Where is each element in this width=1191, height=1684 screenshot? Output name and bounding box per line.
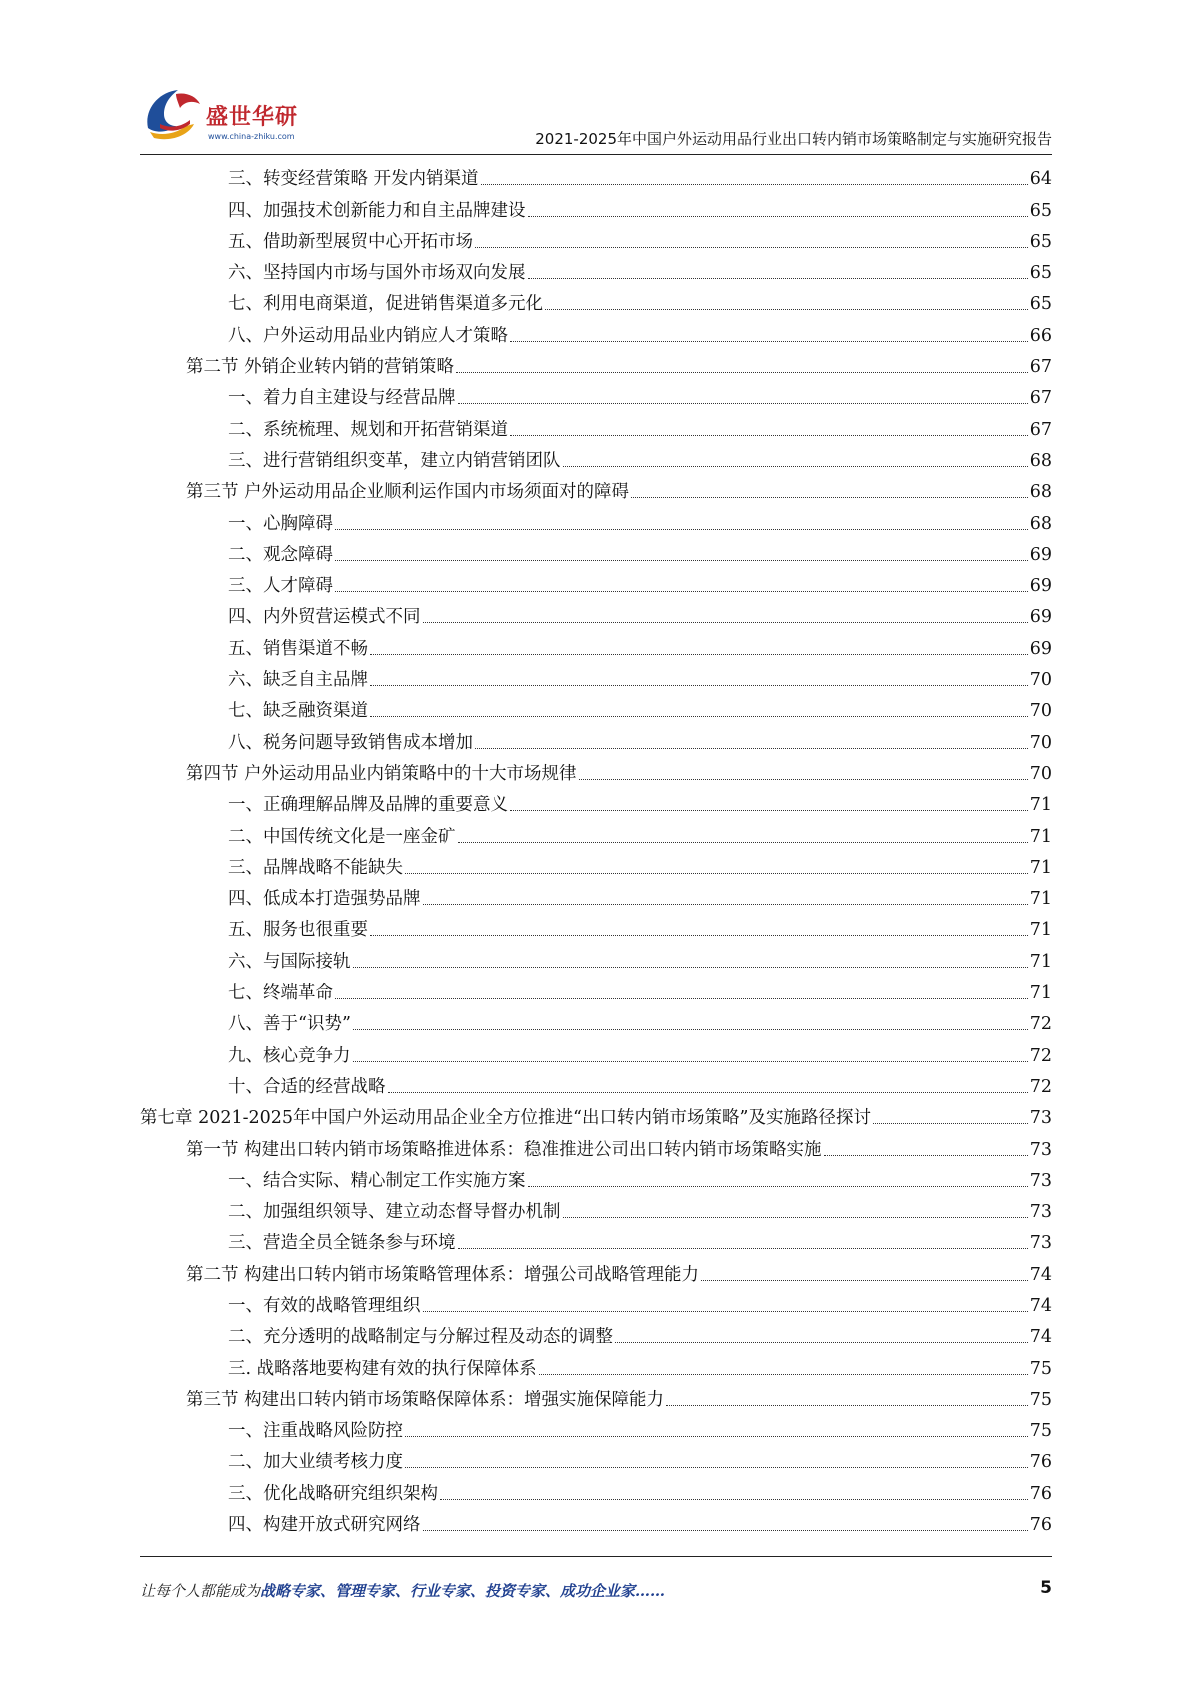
toc-entry-title: 二、充分透明的战略制定与分解过程及动态的调整 [228,1327,613,1348]
toc-entry-title: 第七章 2021-2025年中国户外运动用品企业全方位推进“出口转内销市场策略”及实施路径探讨 [140,1108,871,1129]
toc-entry-page: 74 [1029,1264,1052,1285]
toc-leader-dots [423,1311,1028,1312]
toc-leader-dots [475,748,1028,749]
toc-entry-page: 73 [1029,1202,1052,1223]
footer-slogan [140,1580,665,1601]
slogan-roles: 战略专家、管理专家、行业专家、投资专家、成功企业家…… [260,1582,666,1600]
toc-entry-page: 73 [1029,1233,1052,1254]
toc-entry-title: 二、观念障碍 [228,544,333,565]
toc-entry-title: 第四节 户外运动用品业内销策略中的十大市场规律 [186,763,577,784]
toc-entry[interactable] [140,1348,1052,1379]
toc-entry-page: 65 [1029,200,1052,221]
toc-entry-page: 73 [1029,1108,1052,1129]
toc-entry[interactable] [140,660,1052,691]
toc-chapter[interactable] [140,1098,1052,1129]
toc-section[interactable] [140,1380,1052,1411]
toc-entry-title: 一、有效的战略管理组织 [228,1295,421,1316]
toc-entry-title: 四、低成本打造强势品牌 [228,889,421,910]
toc-leader-dots [458,1248,1028,1249]
toc-entry-page: 69 [1029,544,1052,565]
toc-entry-title: 十、合适的经营战略 [228,1076,386,1097]
toc-entry-title: 九、核心竞争力 [228,1045,351,1066]
toc-entry[interactable] [140,253,1052,284]
toc-entry-title: 三、品牌战略不能缺失 [228,857,403,878]
toc-entry-title: 八、税务问题导致销售成本增加 [228,732,473,753]
toc-entry-page: 69 [1029,607,1052,628]
toc-entry-title: 三、营造全员全链条参与环境 [228,1233,456,1254]
toc-leader-dots [579,779,1028,780]
toc-leader-dots [353,1029,1028,1030]
toc-leader-dots [528,1186,1028,1187]
toc-entry-title: 三、转变经营策略 开发内销渠道 [228,169,479,190]
toc-entry-page: 71 [1029,889,1052,910]
toc-entry-title: 第三节 构建出口转内销市场策略保障体系：增强实施保障能力 [186,1389,665,1410]
toc-entry[interactable] [140,566,1052,597]
toc-entry-page: 71 [1029,951,1052,972]
toc-entry-page: 68 [1029,513,1052,534]
toc-entry[interactable] [140,441,1052,472]
table-of-contents [140,159,1052,1536]
toc-leader-dots [631,497,1028,498]
toc-entry-page: 75 [1029,1389,1052,1410]
toc-entry-page: 65 [1029,231,1052,252]
toc-entry[interactable] [140,1223,1052,1254]
toc-entry-title: 二、系统梳理、规划和开拓营销渠道 [228,419,508,440]
toc-entry[interactable] [140,910,1052,941]
toc-entry-title: 一、注重战略风险防控 [228,1421,403,1442]
toc-entry[interactable] [140,879,1052,910]
toc-entry[interactable] [140,1004,1052,1035]
toc-entry-title: 第二节 外销企业转内销的营销策略 [186,357,455,378]
toc-entry-title: 三、优化战略研究组织架构 [228,1483,438,1504]
toc-entry-page: 71 [1029,983,1052,1004]
toc-entry-title: 一、着力自主建设与经营品牌 [228,388,456,409]
toc-section[interactable] [140,472,1052,503]
toc-leader-dots [335,529,1028,530]
toc-entry-page: 68 [1029,482,1052,503]
toc-entry-page: 75 [1029,1421,1052,1442]
toc-entry[interactable] [140,1035,1052,1066]
toc-entry-page: 75 [1029,1358,1052,1379]
brand-name: 盛世华研 [206,105,299,130]
toc-entry-title: 七、缺乏融资渠道 [228,701,368,722]
toc-leader-dots [370,716,1028,717]
toc-entry[interactable] [140,1192,1052,1223]
toc-entry[interactable] [140,1473,1052,1504]
toc-leader-dots [370,685,1028,686]
toc-entry-title: 三、进行营销组织变革，建立内销营销团队 [228,450,561,471]
toc-entry-page: 76 [1029,1483,1052,1504]
toc-entry-title: 二、加大业绩考核力度 [228,1452,403,1473]
toc-leader-dots [335,560,1028,561]
toc-entry-page: 71 [1029,795,1052,816]
toc-entry[interactable] [140,722,1052,753]
toc-entry-title: 第三节 户外运动用品企业顺利运作国内市场须面对的障碍 [186,482,630,503]
toc-leader-dots [423,904,1028,905]
toc-entry[interactable] [140,409,1052,440]
toc-entry[interactable] [140,691,1052,722]
report-title: 2021-2025年中国户外运动用品行业出口转内销市场策略制定与实施研究报告 [535,130,1052,148]
toc-entry-title: 第一节 构建出口转内销市场策略推进体系：稳准推进公司出口转内销市场策略实施 [186,1139,822,1160]
toc-leader-dots [563,466,1028,467]
toc-entry-page: 67 [1029,388,1052,409]
toc-entry-title: 五、服务也很重要 [228,920,368,941]
toc-leader-dots [528,278,1028,279]
toc-entry[interactable] [140,535,1052,566]
toc-entry[interactable] [140,848,1052,879]
toc-entry[interactable] [140,1161,1052,1192]
toc-entry-page: 70 [1029,670,1052,691]
toc-entry-title: 四、内外贸营运模式不同 [228,607,421,628]
toc-entry[interactable] [140,222,1052,253]
toc-leader-dots [539,1374,1028,1375]
toc-leader-dots [423,622,1028,623]
toc-entry-page: 74 [1029,1295,1052,1316]
toc-leader-dots [405,873,1028,874]
toc-entry-page: 74 [1029,1327,1052,1348]
toc-entry[interactable] [140,190,1052,221]
toc-leader-dots [423,1530,1028,1531]
toc-entry-title: 四、加强技术创新能力和自主品牌建设 [228,200,526,221]
toc-entry-title: 六、与国际接轨 [228,951,351,972]
toc-leader-dots [456,372,1028,373]
toc-leader-dots [458,403,1028,404]
logo-mark-icon [140,84,206,146]
toc-entry[interactable] [140,1286,1052,1317]
toc-leader-dots [475,247,1028,248]
toc-leader-dots [666,1405,1028,1406]
toc-entry-title: 第二节 构建出口转内销市场策略管理体系：增强公司战略管理能力 [186,1264,700,1285]
toc-entry-title: 六、缺乏自主品牌 [228,670,368,691]
toc-leader-dots [510,341,1028,342]
toc-entry-title: 一、结合实际、精心制定工作实施方案 [228,1170,526,1191]
toc-leader-dots [873,1123,1028,1124]
page-header [140,82,1052,152]
toc-leader-dots [458,842,1028,843]
toc-entry[interactable] [140,785,1052,816]
toc-leader-dots [405,1467,1028,1468]
toc-entry[interactable] [140,378,1052,409]
toc-leader-dots [563,1217,1028,1218]
toc-entry-title: 四、构建开放式研究网络 [228,1515,421,1536]
toc-entry-title: 八、户外运动用品业内销应人才策略 [228,325,508,346]
toc-section[interactable] [140,1254,1052,1285]
toc-entry-title: 一、正确理解品牌及品牌的重要意义 [228,795,508,816]
toc-leader-dots [388,1092,1028,1093]
toc-entry[interactable] [140,284,1052,315]
toc-entry-page: 67 [1029,419,1052,440]
toc-section[interactable] [140,1129,1052,1160]
toc-entry-title: 五、销售渠道不畅 [228,638,368,659]
toc-entry[interactable] [140,1442,1052,1473]
toc-entry[interactable] [140,816,1052,847]
toc-entry[interactable] [140,503,1052,534]
toc-entry-page: 71 [1029,826,1052,847]
toc-entry-title: 八、善于“识势” [228,1014,351,1035]
toc-leader-dots [545,309,1028,310]
toc-entry-page: 66 [1029,325,1052,346]
toc-entry-page: 70 [1029,763,1052,784]
toc-entry-page: 65 [1029,294,1052,315]
toc-entry[interactable] [140,628,1052,659]
toc-entry-title: 五、借助新型展贸中心开拓市场 [228,231,473,252]
toc-entry-title: 七、利用电商渠道，促进销售渠道多元化 [228,294,543,315]
toc-leader-dots [528,216,1028,217]
toc-leader-dots [370,935,1028,936]
toc-leader-dots [440,1499,1028,1500]
toc-section[interactable] [140,754,1052,785]
toc-entry[interactable] [140,315,1052,346]
toc-entry-page: 65 [1029,263,1052,284]
toc-entry-page: 73 [1029,1170,1052,1191]
toc-entry-page: 71 [1029,920,1052,941]
toc-section[interactable] [140,347,1052,378]
toc-entry-page: 67 [1029,357,1052,378]
toc-entry-title: 三、人才障碍 [228,576,333,597]
footer-divider [140,1556,1052,1557]
toc-entry-page: 73 [1029,1139,1052,1160]
toc-leader-dots [481,184,1028,185]
toc-entry[interactable] [140,597,1052,628]
toc-entry[interactable] [140,973,1052,1004]
toc-leader-dots [701,1280,1028,1281]
toc-leader-dots [335,591,1028,592]
company-logo [140,82,310,152]
toc-leader-dots [370,654,1028,655]
toc-entry-page: 64 [1029,169,1052,190]
toc-entry-page: 70 [1029,701,1052,722]
toc-entry[interactable] [140,1411,1052,1442]
toc-entry-title: 二、中国传统文化是一座金矿 [228,826,456,847]
toc-leader-dots [335,998,1028,999]
toc-entry-page: 72 [1029,1076,1052,1097]
brand-url: www.china-zhiku.com [208,132,295,141]
toc-leader-dots [510,435,1028,436]
toc-leader-dots [353,967,1028,968]
toc-entry-page: 76 [1029,1452,1052,1473]
header-divider [140,154,1052,155]
toc-entry-page: 72 [1029,1014,1052,1035]
toc-entry-title: 六、坚持国内市场与国外市场双向发展 [228,263,526,284]
toc-entry-page: 70 [1029,732,1052,753]
toc-entry-title: 七、终端革命 [228,983,333,1004]
toc-entry-page: 72 [1029,1045,1052,1066]
toc-entry-page: 69 [1029,576,1052,597]
toc-leader-dots [405,1436,1028,1437]
toc-leader-dots [510,810,1028,811]
toc-entry-title: 三. 战略落地要构建有效的执行保障体系 [228,1358,537,1379]
toc-entry[interactable] [140,159,1052,190]
toc-entry[interactable] [140,1067,1052,1098]
toc-leader-dots [353,1061,1028,1062]
toc-entry-page: 76 [1029,1515,1052,1536]
toc-entry-page: 71 [1029,857,1052,878]
toc-entry-page: 68 [1029,450,1052,471]
toc-leader-dots [615,1342,1028,1343]
slogan-lead: 让每个人都能成为 [140,1582,261,1600]
toc-entry-title: 一、心胸障碍 [228,513,333,534]
page-number: 5 [1040,1578,1052,1598]
toc-leader-dots [824,1155,1028,1156]
toc-entry-title: 二、加强组织领导、建立动态督导督办机制 [228,1202,561,1223]
toc-entry-page: 69 [1029,638,1052,659]
toc-entry[interactable] [140,941,1052,972]
toc-entry[interactable] [140,1317,1052,1348]
toc-entry[interactable] [140,1505,1052,1536]
